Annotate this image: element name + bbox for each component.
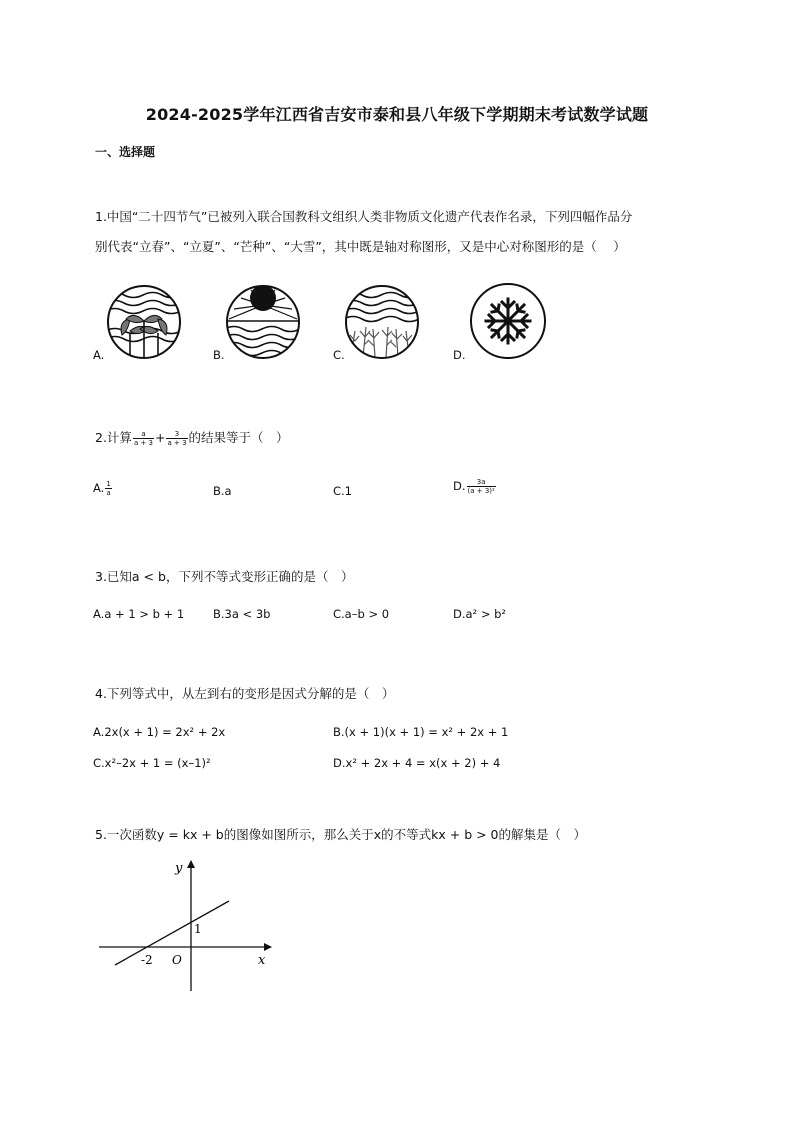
q2-fraction-2 bbox=[166, 430, 187, 447]
q2-suffix: 的结果等于（ ） bbox=[188, 430, 289, 445]
q1-stem-line2: 别代表“立春”、“立夏”、“芒种”、“大雪”，其中既是轴对称图形，又是中心对称图形的是（ ） bbox=[95, 239, 626, 254]
q3-option-a[interactable]: A.a + 1 > b + 1 bbox=[93, 607, 185, 621]
q2-option-c[interactable]: C.1 bbox=[333, 484, 353, 498]
x-axis-label: x bbox=[258, 953, 266, 968]
q1-stem-line1: 1.中国“二十四节气”已被列入联合国教科文组织人类非物质文化遗产代表作名录，下列四幅作品分 bbox=[95, 209, 633, 224]
q2-option-d-denominator: (a + 3)² bbox=[467, 487, 495, 495]
q2-fraction-1-numerator: a bbox=[133, 430, 154, 439]
q2-fraction-2-numerator: 3 bbox=[166, 430, 187, 439]
figure-b-sun-image bbox=[224, 283, 302, 361]
q2-prefix: 2.计算 bbox=[95, 430, 132, 445]
y-axis-label: y bbox=[175, 861, 183, 876]
q2-plus-sign: + bbox=[155, 430, 166, 445]
figure-d-snowflake-image bbox=[468, 281, 548, 361]
q2-option-d-fraction bbox=[467, 478, 496, 495]
q2-option-b[interactable]: B.a bbox=[213, 484, 232, 498]
q1-option-d[interactable]: D. bbox=[453, 348, 466, 362]
q2-option-a-label: A. bbox=[93, 481, 105, 495]
q4-option-a[interactable]: A.2x(x + 1) = 2x² + 2x bbox=[93, 725, 226, 739]
q2-fraction-2-denominator: a + 3 bbox=[167, 439, 187, 447]
q2-stem bbox=[95, 428, 289, 447]
q4-option-c[interactable]: C.x²–2x + 1 = (x–1)² bbox=[93, 756, 211, 770]
q2-option-d-label: D. bbox=[453, 479, 466, 493]
page-title: 2024-2025学年江西省吉安市泰和县八年级下学期期末考试数学试题 bbox=[145, 105, 649, 124]
q3-option-b[interactable]: B.3a < 3b bbox=[213, 607, 271, 621]
q2-option-a-fraction bbox=[105, 480, 111, 497]
q2-option-a-denominator: a bbox=[106, 489, 111, 497]
q3-option-c[interactable]: C.a–b > 0 bbox=[333, 607, 390, 621]
figure-c-grain-image bbox=[343, 283, 421, 361]
q1-option-b[interactable]: B. bbox=[213, 348, 225, 362]
x-intercept-label: -2 bbox=[141, 953, 153, 967]
q4-option-d[interactable]: D.x² + 2x + 4 = x(x + 2) + 4 bbox=[333, 756, 501, 770]
q2-option-a-numerator: 1 bbox=[106, 480, 111, 488]
q4-option-b[interactable]: B.(x + 1)(x + 1) = x² + 2x + 1 bbox=[333, 725, 509, 739]
q5-function-graph bbox=[95, 855, 285, 995]
y-intercept-label: 1 bbox=[194, 922, 202, 936]
q1-option-a[interactable]: A. bbox=[93, 348, 105, 362]
q4-stem: 4.下列等式中，从左到右的变形是因式分解的是（ ） bbox=[95, 686, 395, 701]
origin-label: O bbox=[172, 953, 182, 967]
q2-option-d-numerator: 3a bbox=[467, 478, 496, 487]
figure-a-sprout-image bbox=[105, 283, 183, 361]
q5-stem: 5.一次函数y = kx + b的图像如图所示，那么关于x的不等式kx + b > 0的解集是（ ） bbox=[95, 827, 586, 842]
q3-option-d[interactable]: D.a² > b² bbox=[453, 607, 507, 621]
section-heading: 一、选择题 bbox=[95, 145, 156, 159]
q2-fraction-1 bbox=[133, 430, 154, 447]
q2-option-a[interactable] bbox=[93, 480, 113, 497]
q3-stem: 3.已知a < b，下列不等式变形正确的是（ ） bbox=[95, 569, 354, 584]
q1-option-c[interactable]: C. bbox=[333, 348, 345, 362]
q2-option-d[interactable] bbox=[453, 478, 497, 495]
q2-fraction-1-denominator: a + 3 bbox=[133, 439, 153, 447]
